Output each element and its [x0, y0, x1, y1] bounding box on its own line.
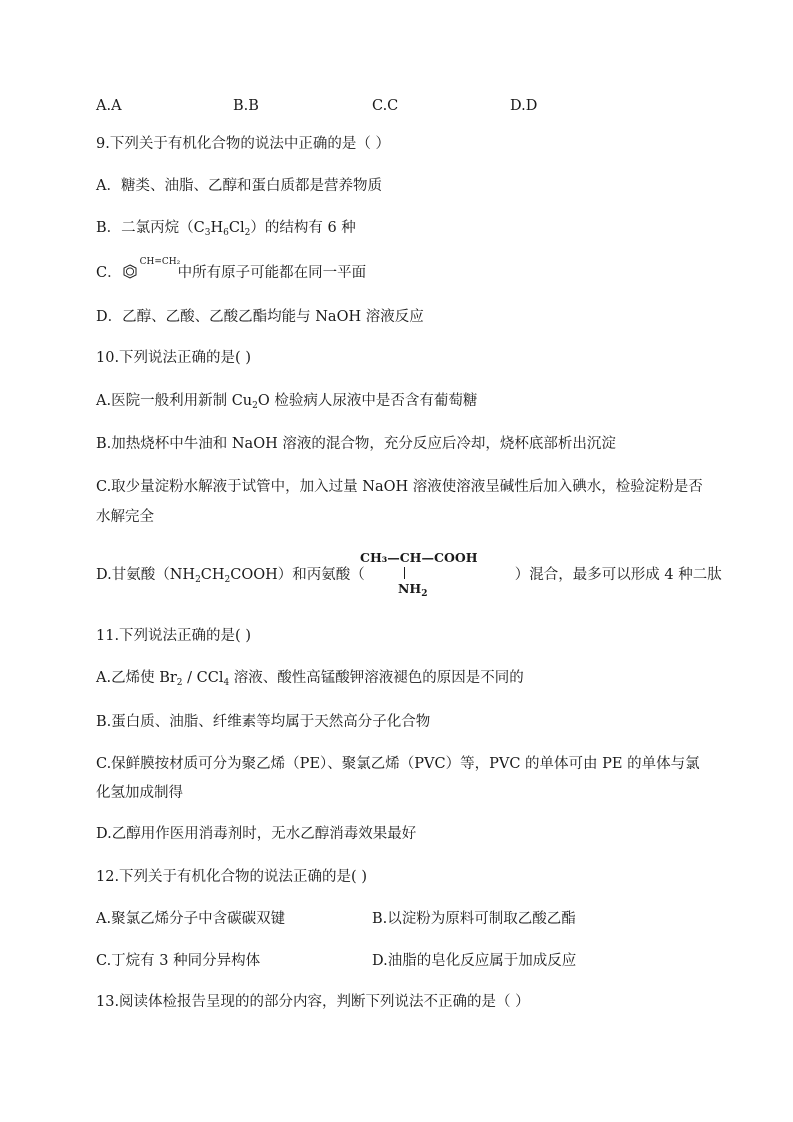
- q9-c-suffix: 中所有原子可能都在同一平面: [177, 265, 367, 281]
- q9-b-prefix: B．二氯丙烷（: [96, 220, 194, 236]
- q10-option-c-line1: C.取少量淀粉水解液于试管中，加入过量 NaOH 溶液使溶液呈碱性后加入碘水，检验淀粉是否: [96, 479, 703, 495]
- q12-stem: 12.下列关于有机化合物的说法正确的是( ): [96, 869, 367, 885]
- q13-stem: 13.阅读体检报告呈现的的部分内容，判断下列说法不正确的是（ ）: [96, 994, 530, 1010]
- q9-b-formula: $C_3H_6Cl_2$: [193, 220, 251, 238]
- q10-d-middle: ）和丙氨酸（: [277, 567, 365, 583]
- q9-b-suffix: ）的结构有 6 种: [250, 220, 356, 236]
- q9-stem: 9.下列关于有机化合物的说法中正确的是（ ）: [96, 136, 390, 152]
- q11-a-prefix: A.乙烯使: [96, 670, 160, 686]
- q10-option-a: [96, 391, 477, 416]
- q8-option-b: B.B: [233, 98, 259, 114]
- q8-option-d: D.D: [510, 98, 538, 114]
- q10-d-suffix: ）混合，最多可以形成 4 种二肽: [514, 567, 722, 583]
- styrene-structure-icon: [122, 257, 181, 284]
- q11-option-a: [96, 668, 524, 693]
- q9-c-prefix: C．: [96, 265, 122, 281]
- q12-options-row-1: [96, 909, 696, 929]
- q12-option-a: A.聚氯乙烯分子中含碳碳双键: [96, 911, 286, 927]
- styrene-vinyl-label: CH=CH₂: [139, 257, 181, 267]
- q12-options-row-2: [96, 951, 696, 971]
- q11-a-formula: $Br_2 / CCl_4$: [159, 670, 230, 688]
- q11-a-suffix: 溶液、酸性高锰酸钾溶液褪色的原因是不同的: [229, 670, 524, 686]
- q10-a-formula: $Cu_2O$: [231, 393, 270, 411]
- q9-option-c: [96, 257, 367, 284]
- q10-option-b: B.加热烧杯中牛油和 NaOH 溶液的混合物，充分反应后冷却，烧杯底部析出沉淀: [96, 436, 616, 452]
- q8-option-a: A.A: [96, 98, 122, 114]
- q12-option-b: B.以淀粉为原料可制取乙酸乙酯: [372, 911, 576, 927]
- glycine-formula: $NH_2CH_2COOH$: [169, 567, 278, 585]
- q10-a-prefix: A.医院一般利用新制: [96, 393, 232, 409]
- q10-d-prefix: D.甘氨酸（: [96, 567, 170, 583]
- q11-option-d: D.乙醇用作医用消毒剂时，无水乙醇消毒效果最好: [96, 826, 417, 842]
- q11-stem: 11.下列说法正确的是( ): [96, 628, 251, 644]
- q11-option-c-line1: C.保鲜膜按材质可分为聚乙烯（PE）、聚氯乙烯（PVC）等，PVC 的单体可由 PE 的单体与氯: [96, 756, 700, 772]
- q11-option-b: B.蛋白质、油脂、纤维素等均属于天然高分子化合物: [96, 714, 431, 730]
- q10-stem: 10.下列说法正确的是( ): [96, 350, 251, 366]
- q10-a-suffix: 检验病人尿液中是否含有葡萄糖: [269, 393, 478, 409]
- q11-option-c-line2: 化氢加成制得: [96, 785, 183, 801]
- q10-option-c-line2: 水解完全: [96, 509, 154, 525]
- q12-option-c: C.丁烷有 3 种同分异构体: [96, 953, 261, 969]
- q8-options-row: [96, 96, 696, 116]
- q9-option-a: A．糖类、油脂、乙醇和蛋白质都是营养物质: [96, 178, 382, 194]
- alanine-amino-group: $NH_2$: [398, 581, 428, 599]
- alanine-top-line: CH₃—CH—COOH: [360, 550, 478, 565]
- q9-option-b: [96, 218, 356, 243]
- q12-option-d: D.油脂的皂化反应属于加成反应: [372, 953, 577, 969]
- alanine-structure: [360, 550, 500, 600]
- q8-option-c: C.C: [372, 98, 399, 114]
- q9-option-d: D．乙醇、乙酸、乙酸乙酯均能与 NaOH 溶液反应: [96, 309, 424, 325]
- alanine-bond: [404, 567, 405, 579]
